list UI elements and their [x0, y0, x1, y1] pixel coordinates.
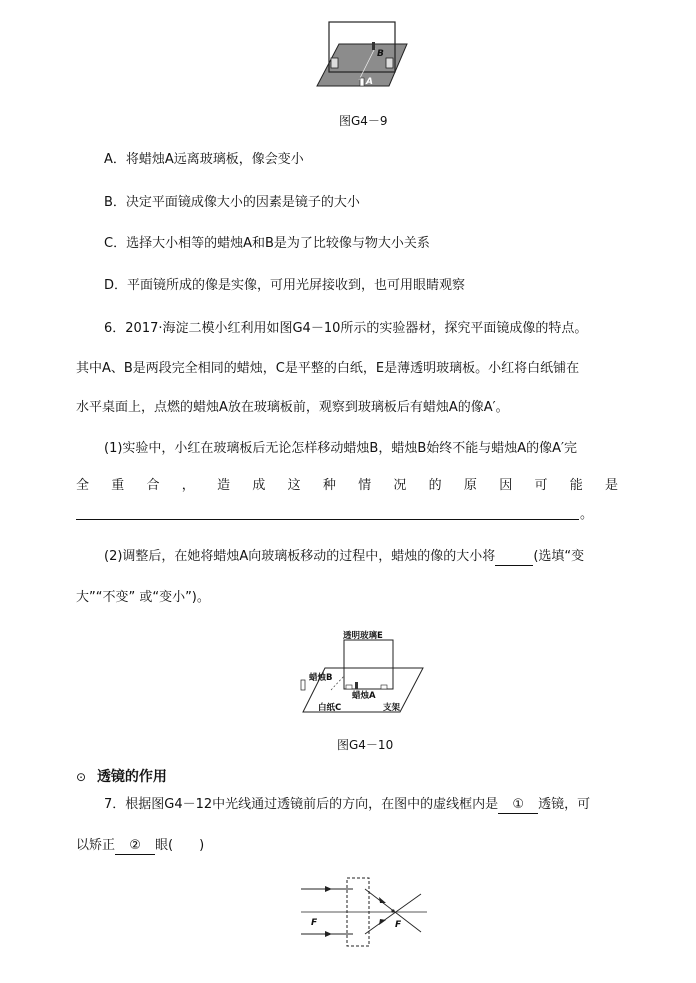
q6-part1-line2 — [76, 474, 618, 493]
figure10-label-candle-b: 蜡烛B — [309, 673, 333, 683]
q6-line2: 其中A、B是两段完全相同的蜡烛，C是平整的白纸，E是薄透明玻璃板。小红将白纸铺在 — [76, 361, 580, 376]
q6-part1-answer-blank[interactable] — [76, 519, 579, 520]
q6-part1-char: 的 — [428, 478, 442, 493]
q7-text-d: 眼( ) — [155, 838, 205, 853]
figure10-label-candle-a: 蜡烛A — [352, 691, 376, 701]
q6-part1-char: 这 — [287, 478, 301, 493]
q6-part1-char: 造 — [217, 478, 231, 493]
q6-part1-char: 因 — [499, 478, 513, 493]
q7-blank-1[interactable]: ① — [498, 797, 538, 814]
q7-blank-2[interactable]: ② — [115, 838, 155, 855]
q7-text-a: 7．根据图G4－12中光线通过透镜前后的方向，在图中的虚线框内是 — [104, 797, 499, 812]
q6-line3: 水平桌面上，点燃的蜡烛A放在玻璃板前，观察到玻璃板后有蜡烛A的像A′。 — [76, 400, 509, 415]
q6-part1-char: 合 — [146, 478, 160, 493]
q6-part1-char: 成 — [252, 478, 266, 493]
option-a: A．将蜡烛A远离玻璃板，像会变小 — [104, 152, 304, 167]
section-header — [76, 766, 167, 786]
q6-part1-char: 情 — [358, 478, 372, 493]
q7-line1 — [104, 797, 590, 814]
q6-part2-answer-blank[interactable] — [495, 549, 533, 566]
option-d: D．平面镜所成的像是实像，可用光屏接收到，也可用眼睛观察 — [104, 278, 466, 293]
q6-line1: 6．2017·海淀二模小红利用如图G4－10所示的实验器材，探究平面镜成像的特点。 — [104, 321, 588, 336]
q6-part2-text-b: (选填“变 — [533, 549, 585, 564]
q6-part1-char: 种 — [322, 478, 336, 493]
figure10-label-paper: 白纸C — [318, 703, 342, 713]
q6-part1-end: 。 — [580, 507, 594, 522]
section-title: 透镜的作用 — [96, 769, 167, 785]
q6-part1-char: 况 — [393, 478, 407, 493]
figure-g4-10 — [295, 628, 430, 718]
figure10-label-stand: 支架 — [383, 703, 401, 713]
figure10-caption: 图G4－10 — [337, 738, 394, 752]
q6-part1-char: 全 — [76, 478, 90, 493]
q6-part2-line1 — [104, 549, 584, 566]
q7-text-b: 透镜，可 — [538, 797, 591, 812]
section-bullet-icon: ⊙ — [76, 770, 87, 784]
q7-line2 — [76, 838, 204, 855]
q6-part1-char: 重 — [111, 478, 125, 493]
figure-g4-12 — [295, 872, 435, 948]
option-c: C．选择大小相等的蜡烛A和B是为了比较像与物大小关系 — [104, 236, 430, 251]
q6-part1-char: ， — [181, 478, 195, 493]
q6-part1-char: 能 — [569, 478, 583, 493]
q6-part1-char: 可 — [534, 478, 548, 493]
figure10-label-glass: 透明玻璃E — [343, 631, 383, 641]
figure9-label-a: A — [366, 77, 373, 87]
q6-part1-line1: (1)实验中，小红在玻璃板后无论怎样移动蜡烛B，蜡烛B始终不能与蜡烛A的像A′完 — [104, 441, 577, 456]
figure12-label-f-left: F — [311, 918, 318, 928]
figure12-label-f-right: F — [395, 920, 402, 930]
q6-part1-char: 是 — [604, 478, 618, 493]
q6-part1-char: 原 — [463, 478, 477, 493]
q7-text-c: 以矫正 — [76, 838, 116, 853]
figure9-caption: 图G4－9 — [339, 114, 388, 128]
figure-g4-9 — [313, 20, 409, 98]
option-b: B．决定平面镜成像大小的因素是镜子的大小 — [104, 195, 360, 210]
figure9-label-b: B — [377, 49, 384, 59]
q6-part2-text-a: (2)调整后，在她将蜡烛A向玻璃板移动的过程中，蜡烛的像的大小将 — [104, 549, 496, 564]
q6-part2-line2: 大”“不变” 或“变小”)。 — [76, 590, 210, 605]
